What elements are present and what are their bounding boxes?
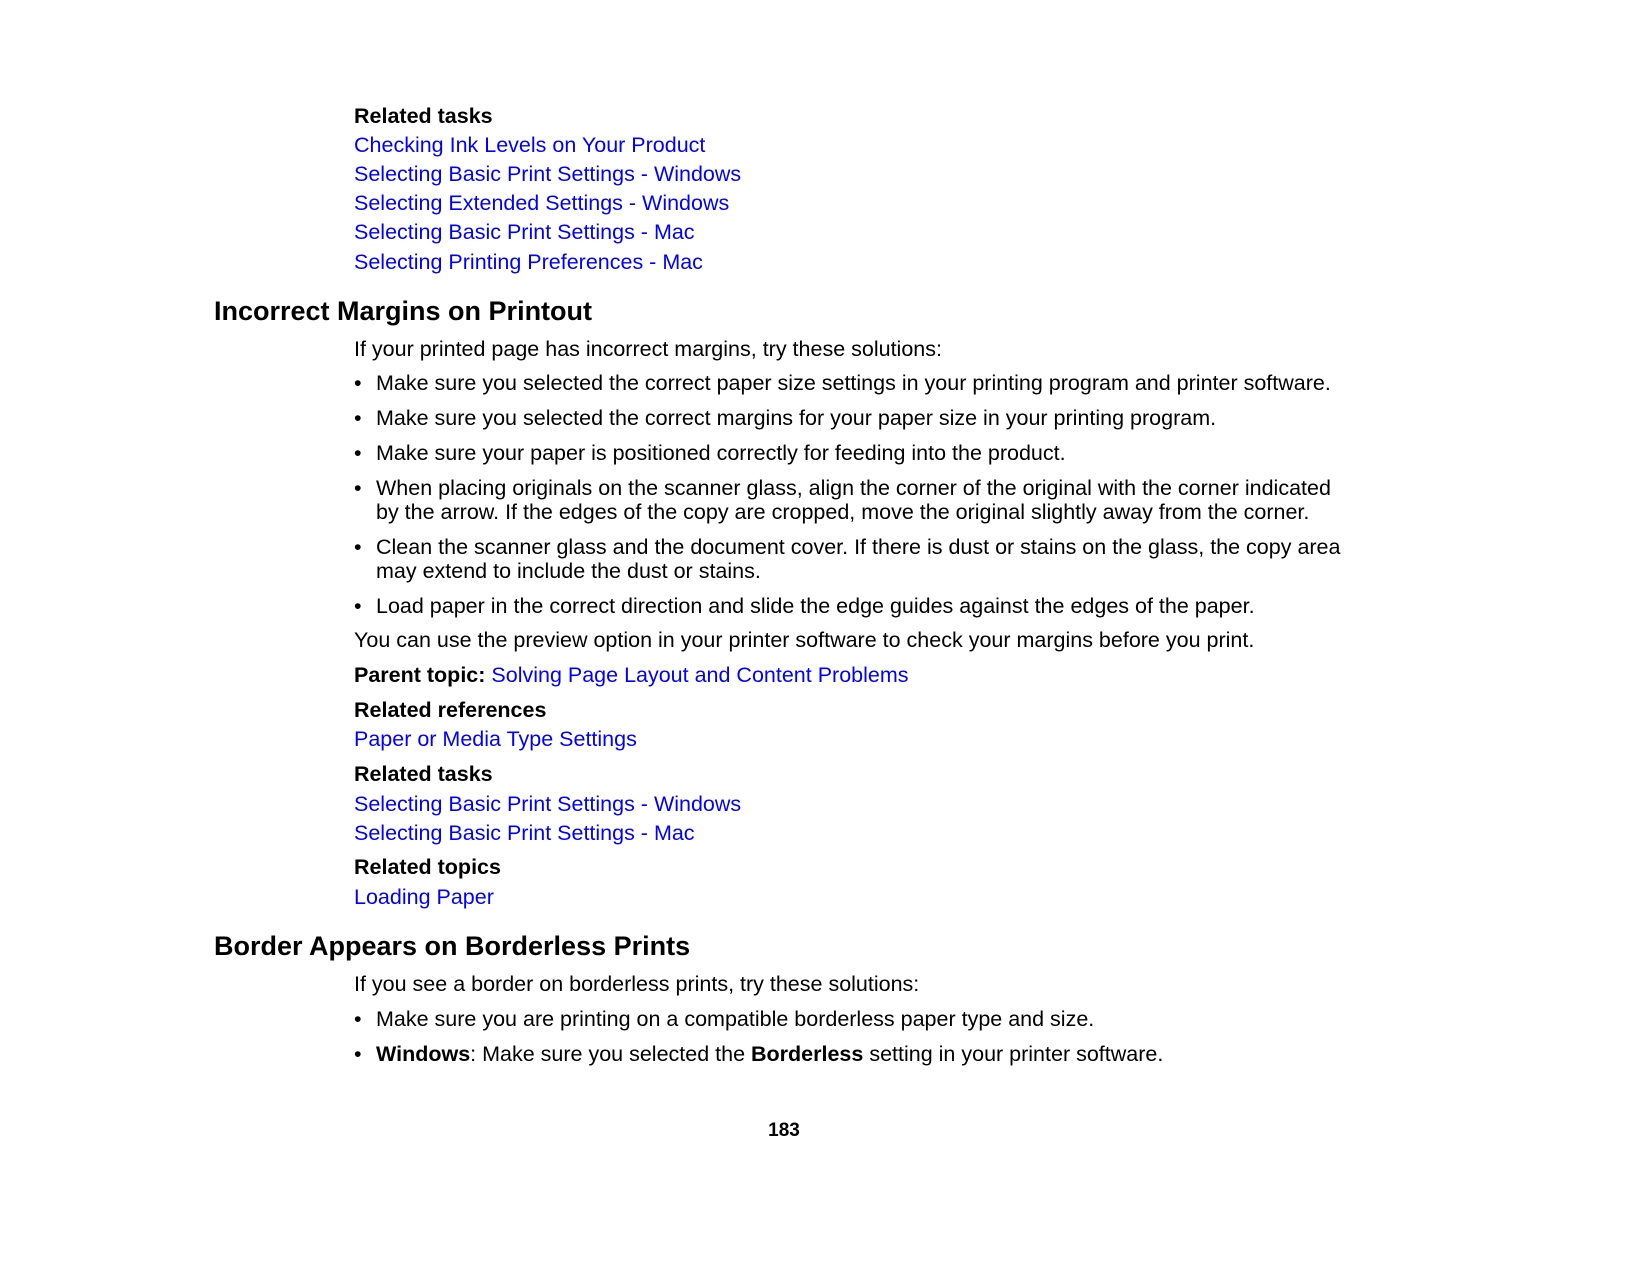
margins-outro: You can use the preview option in your printer software to check your margins before you print. xyxy=(354,628,1255,652)
bullet: • xyxy=(354,1042,362,1066)
section-title-margins: Incorrect Margins on Printout xyxy=(214,296,593,326)
link-parent-topic[interactable]: Solving Page Layout and Content Problems xyxy=(491,663,909,687)
bullet-text: Make sure you selected the correct paper size settings in your printing program and printer software. xyxy=(376,371,1331,395)
bullet-text: Make sure your paper is positioned correctly for feeding into the product. xyxy=(376,441,1066,465)
bullet: • xyxy=(354,535,362,559)
link-loading-paper[interactable]: Loading Paper xyxy=(354,885,494,909)
section-title-border: Border Appears on Borderless Prints xyxy=(214,931,691,961)
bullet: • xyxy=(354,406,362,430)
bullet-text: Make sure you selected the correct margins for your paper size in your printing program. xyxy=(376,406,1217,430)
related-topics-heading: Related topics xyxy=(354,855,501,879)
link-printing-preferences-mac[interactable]: Selecting Printing Preferences - Mac xyxy=(354,250,703,274)
bullet-text xyxy=(376,1042,1163,1066)
page-number: 183 xyxy=(768,1120,800,1141)
related-tasks-heading: Related tasks xyxy=(354,762,493,786)
bullet-text: Make sure you are printing on a compatible borderless paper type and size. xyxy=(376,1007,1095,1031)
windows-label: Windows xyxy=(376,1042,471,1066)
bullet: • xyxy=(354,594,362,618)
parent-topic xyxy=(354,663,909,687)
bullet-text: may extend to include the dust or stains. xyxy=(376,559,761,583)
link-basic-print-windows[interactable]: Selecting Basic Print Settings - Windows xyxy=(354,162,742,186)
border-intro: If you see a border on borderless prints, try these solutions: xyxy=(354,972,920,996)
text: setting in your printer software. xyxy=(863,1042,1164,1066)
link-extended-settings-windows[interactable]: Selecting Extended Settings - Windows xyxy=(354,191,730,215)
bullet: • xyxy=(354,441,362,465)
borderless-label: Borderless xyxy=(751,1042,864,1066)
bullet: • xyxy=(354,476,362,500)
link-basic-print-mac[interactable]: Selecting Basic Print Settings - Mac xyxy=(354,821,695,845)
bullet-text: Clean the scanner glass and the document cover. If there is dust or stains on the glass, the copy area xyxy=(376,535,1341,559)
link-basic-print-windows[interactable]: Selecting Basic Print Settings - Windows xyxy=(354,792,742,816)
link-paper-media-type[interactable]: Paper or Media Type Settings xyxy=(354,727,637,751)
parent-topic-label: Parent topic: xyxy=(354,663,486,687)
bullet-text: Load paper in the correct direction and slide the edge guides against the edges of the paper. xyxy=(376,594,1255,618)
related-tasks-heading: Related tasks xyxy=(354,104,493,128)
bullet: • xyxy=(354,371,362,395)
link-checking-ink-levels[interactable]: Checking Ink Levels on Your Product xyxy=(354,133,706,157)
text: : Make sure you selected the xyxy=(470,1042,752,1066)
bullet-text: When placing originals on the scanner glass, align the corner of the original with the corner indicated xyxy=(376,476,1331,500)
related-references-heading: Related references xyxy=(354,698,547,722)
link-basic-print-mac[interactable]: Selecting Basic Print Settings - Mac xyxy=(354,220,695,244)
bullet-text: by the arrow. If the edges of the copy are cropped, move the original slightly away from the corner. xyxy=(376,500,1310,524)
bullet: • xyxy=(354,1007,362,1031)
margins-intro: If your printed page has incorrect margins, try these solutions: xyxy=(354,337,942,361)
